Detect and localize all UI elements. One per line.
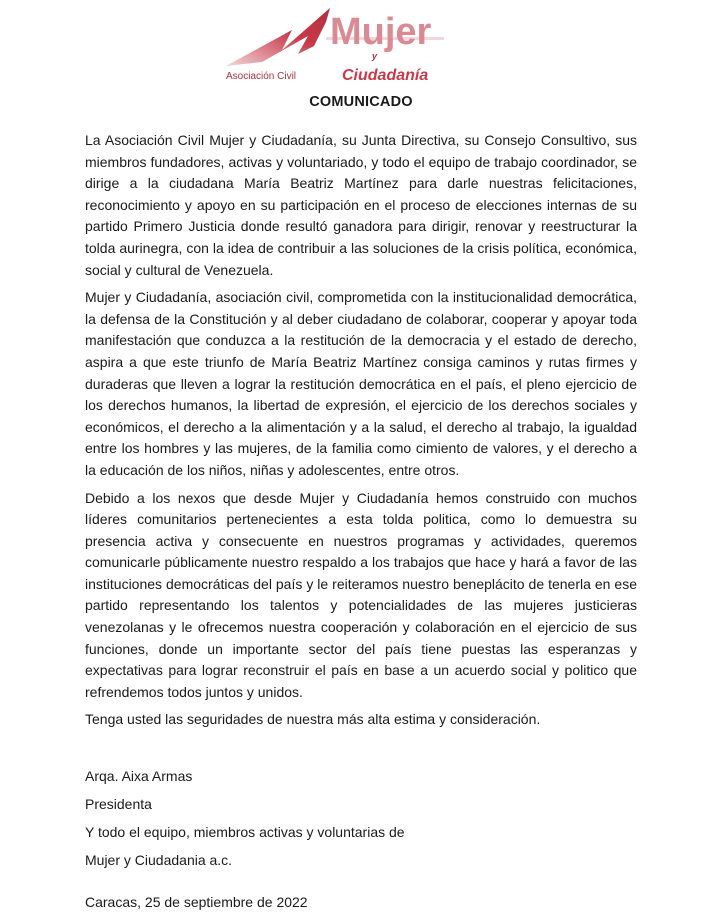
paragraph-closing: Tenga usted las seguridades de nuestra más alta estima y consideración.: [85, 711, 541, 728]
logo-brand-main: Mujer: [330, 11, 432, 53]
logo-graphic: [222, 4, 448, 84]
document-body: [85, 93, 637, 921]
logo-brand-prefix: Asociación Civil: [226, 71, 297, 82]
logo-swoosh-shape: [226, 8, 330, 66]
signature-block: [85, 767, 637, 911]
document-title: COMUNICADO: [309, 94, 413, 110]
logo-brand-second: Ciudadanía: [342, 67, 429, 84]
signatory-role: Presidenta: [85, 796, 152, 813]
paragraph-support: Debido a los nexos que desde Mujer y Ciudadanía hemos construido con muchos líderes comunitarios pertenecientes a esta tolda politica, como lo demuestra su presencia activa y consecuente en nuestros programas y actividades, queremos comunicarle públicamente nuestro respaldo a los trabajos que hace y hará a favor de las instituciones democráticas del país y le reiteramos nuestro beneplácito de tenerla en ese partido representando los talentos y potencialidades de las mujeres justicieras venezolanas y le ofrecemos nuestra cooperación y colaboración en el ejercicio de sus funciones, donde un importante sector del país tiene puestas las esperanzas y expectativas para lograr reconstruir el país en base a un acuerdo social y politico que refrendemos todos juntos y unidos.: [85, 489, 637, 700]
logo-brand-connector: y: [372, 51, 378, 61]
signatory-name: Arqa. Aixa Armas: [85, 768, 193, 785]
paragraph-greeting: La Asociación Civil Mujer y Ciudadanía, su Junta Directiva, su Consejo Consultivo, sus miembros fundadores, activas y voluntariado, y todo el equipo de trabajo coordinador, se dirige a la ciudadana María Beatriz Martínez para darle nuestras felicitaciones, reconocimiento y apoyo en su participación en el proceso de elecciones internas de su partido Primero Justicia donde resultó ganadora para dirigir, renovar y reestructurar la tolda aurinegra, con la idea de contribuir a las soluciones de la crisis política, económica, social y cultural de Venezuela.: [85, 132, 637, 278]
paragraph-commitment: Mujer y Ciudadanía, asociación civil, comprometida con la institucionalidad democrática, la defensa de la Constitución y al deber ciudadano de colaborar, cooperar y apoyar toda manifestación que conduzca a la restitución de la democracia y el estado de derecho, aspira a que este triunfo de María Beatriz Martínez consiga caminos y rutas firmes y duraderas que lleven a lograr la restitución democrática en el país, el pleno ejercicio de los derechos humanos, la libertad de expresión, el ejercicio de los derechos sociales y económicos, el derecho a la alimentación y a la salud, el derecho al trabajo, la igualdad entre los hombres y las mujeres, de la familia como cimiento de valores, y el derecho a la educación de los niños, niñas y adolescentes, entre otros.: [85, 289, 637, 478]
signatory-team-line-1: Y todo el equipo, miembros activas y voluntarias de: [85, 824, 405, 841]
signatory-team-line-2: Mujer y Ciudadania a.c.: [85, 852, 233, 869]
place-and-date: Caracas, 25 de septiembre de 2022: [85, 894, 308, 911]
organization-logo: [222, 4, 448, 84]
